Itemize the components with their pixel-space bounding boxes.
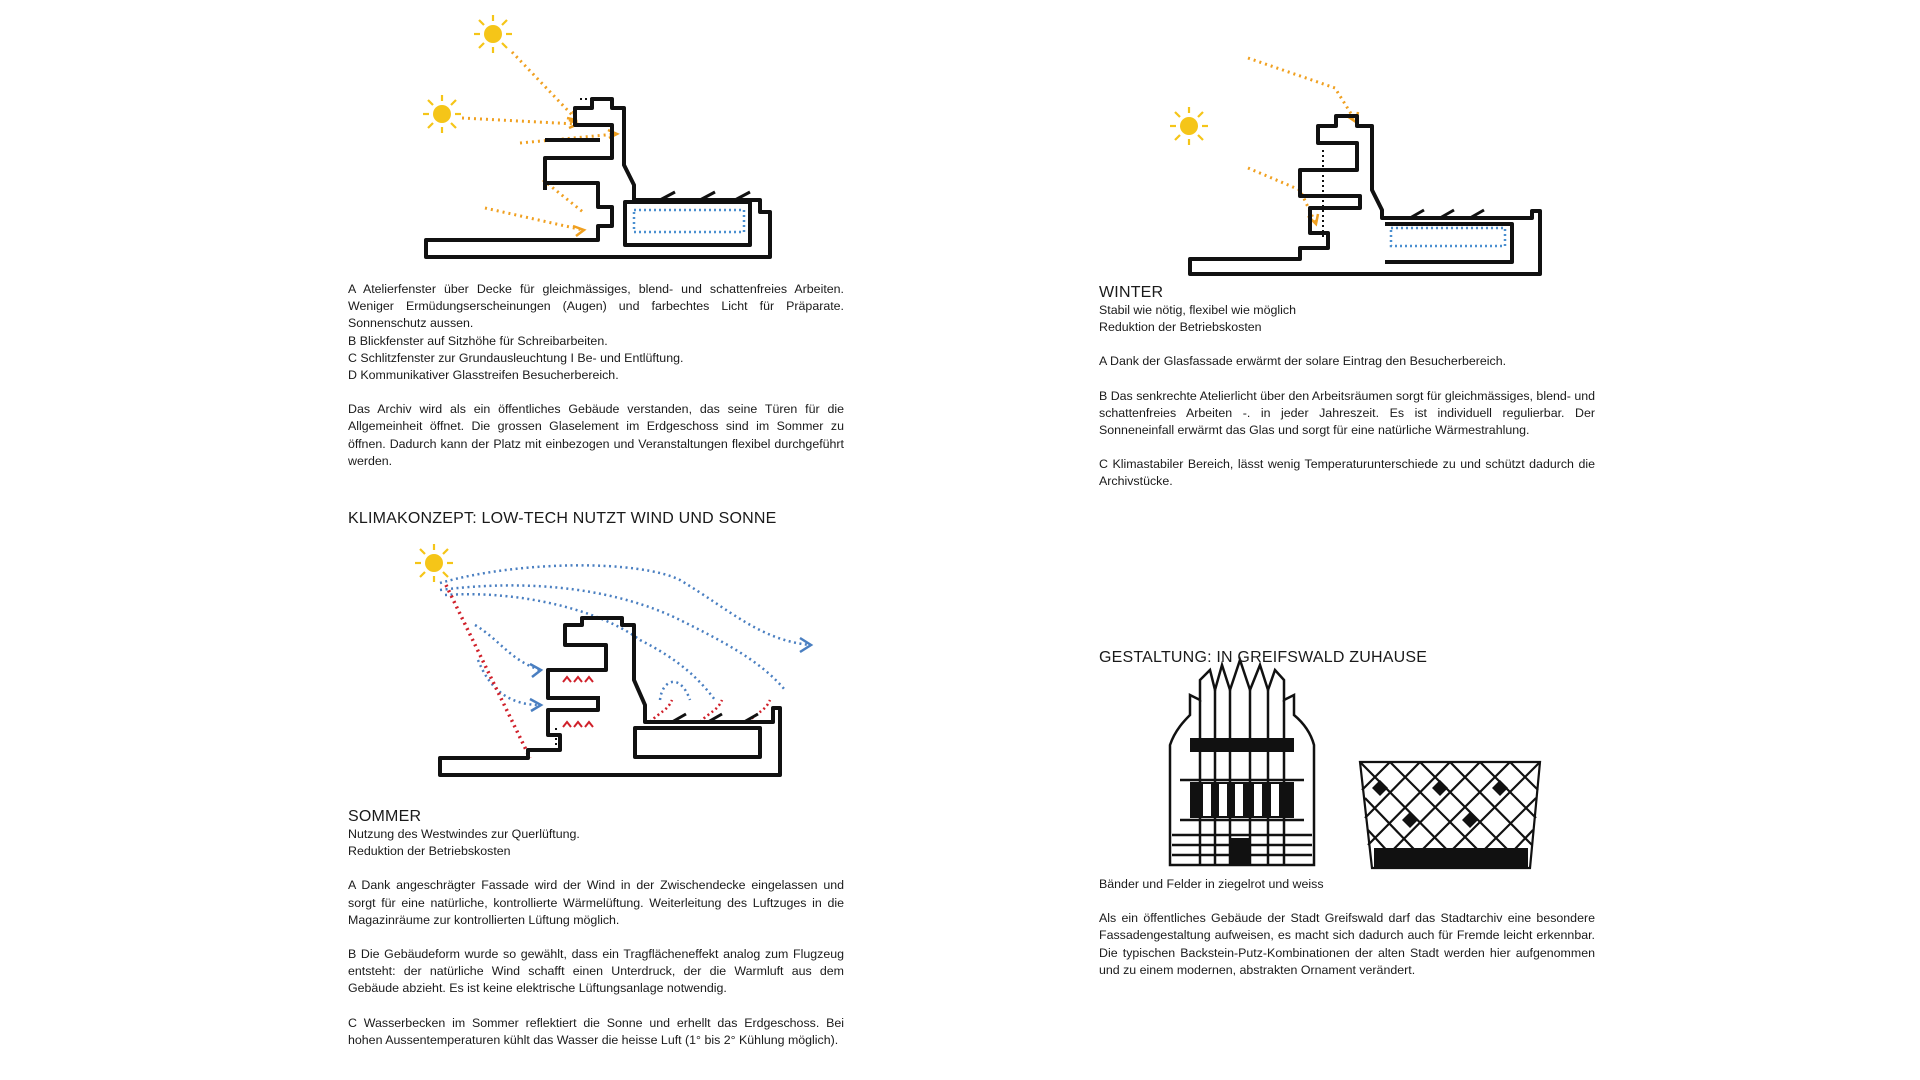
gestaltung-paragraph: Als ein öffentliches Gebäude der Stadt Greifswald darf das Stadtarchiv eine besondere Fassadengestaltung aufweisen, es macht sich dadurch auch für Fremde leicht erkennbar. Die typischen Backstein-Putz-Kombinationen der alten Stadt werden hier aufgenommen und zu einem modernen, abstrakten Ornament verändert. (1099, 911, 1595, 977)
item-c: C Schlitzfenster zur Grundausleuchtung I Be- und Entlüftung. (348, 350, 684, 365)
sun-icon (423, 95, 461, 133)
winter-line2: Reduktion der Betriebskosten (1099, 320, 1262, 335)
sommer-a: A Dank angeschrägter Fassade wird der Wind in der Zwischendecke eingelassen und sorgt für eine natürliche, kontrollierte Wärmelüftung. Weiterleitung des Luftzuges in die Magazinräume zur kontrollierten Lüftung möglich. (348, 878, 844, 927)
sommer-line2: Reduktion der Betriebskosten (348, 844, 511, 859)
sommer-b: B Die Gebäudeform wurde so gewählt, dass ein Tragflächeneffekt analog zum Flugzeug entsteht: der natürliche Wind schafft einen Unterdruck, der die Warmluft aus dem Gebäude abzieht. Es ist keine elektrische Lüftungsanlage notwendig. (348, 947, 844, 996)
sun-icon (1170, 107, 1208, 145)
winter-line1: Stabil wie nötig, flexibel wie möglich (1099, 303, 1296, 317)
sun-icon (474, 15, 512, 53)
building-section (1190, 116, 1540, 274)
item-d: D Kommunikativer Glasstreifen Besucherbereich. (348, 368, 619, 383)
item-a: A Atelierfenster über Decke für gleichmässiges, blend- und schattenfreies Arbeiten. Weniger Ermüdungserscheinungen (Augen) und farbechtes Licht für Präparate. Sonnenschutz aussen. (348, 282, 844, 331)
sommer-line1: Nutzung des Westwindes zur Querlüftung. (348, 827, 580, 841)
winter-a: A Dank der Glasfassade erwärmt der solare Eintrag den Besucherbereich. (1099, 354, 1507, 369)
wind-arrow-icon (440, 565, 810, 705)
gestaltung-text (1099, 876, 1595, 979)
sommer-c: C Wasserbecken im Sommer reflektiert die Sonne und erhellt das Erdgeschoss. Bei hohen Aussentemperaturen kühlt das Wasser die heisse Luft (1° bis 2° Kühlung möglich). (348, 1015, 844, 1047)
building-section (440, 618, 780, 775)
gestaltung-heading: GESTALTUNG: IN GREIFSWALD ZUHAUSE (1099, 649, 1428, 666)
winter-b: B Das senkrechte Atelierlicht über den Arbeitsräumen sorgt für gleichmässiges, blend- und schattenfreies Arbeiten -. in jeder Jahreszeit. Es ist individuell regulierbar. Der Sonneneinfall erwärmt das Glas und sorgt für eine natürliche Wärmestrahlung. (1099, 388, 1595, 438)
daylight-description (348, 281, 844, 470)
winter-c: C Klimastabiler Bereich, lässt wenig Temperaturunterschiede zu und schützt dadurch die Archivstücke. (1099, 457, 1595, 489)
sun-icon (415, 544, 453, 582)
sunlight-arrow-icon (446, 585, 530, 758)
gestaltung-caption: Bänder und Felder in ziegelrot und weiss (1099, 877, 1324, 891)
winter-section (1099, 284, 1595, 491)
item-b: B Blickfenster auf Sitzhöhe für Schreibarbeiten. (348, 333, 608, 348)
winter-title: WINTER (1099, 284, 1164, 301)
gothic-gable-sketch (1170, 660, 1314, 865)
building-section (426, 99, 770, 257)
klimakonzept-heading: KLIMAKONZEPT: LOW-TECH NUTZT WIND UND SONNE (348, 510, 777, 527)
sommer-title: SOMMER (348, 808, 422, 825)
sommer-section (348, 808, 844, 1049)
public-building-paragraph: Das Archiv wird als ein öffentliches Gebäude verstanden, das seine Türen für die Allgemeinheit öffnet. Die grossen Glaselement im Erdgeschoss sind im Sommer zu öffnen. Dadurch kann der Platz mit einbezogen und Veranstaltungen flexibel durchgeführt werden. (348, 402, 844, 468)
